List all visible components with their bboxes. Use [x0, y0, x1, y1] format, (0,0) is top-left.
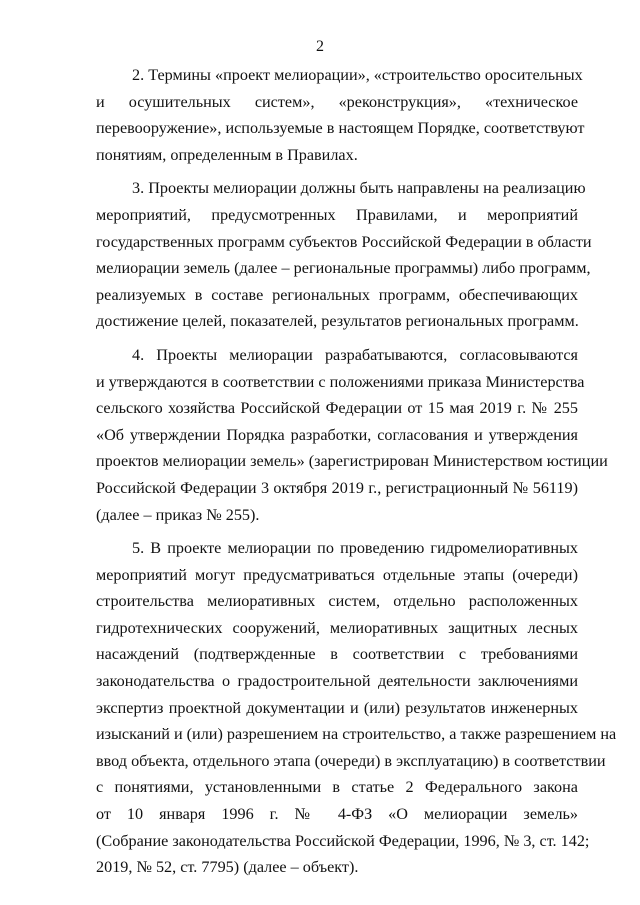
paragraph-3-projects-direction — [96, 175, 592, 335]
text-line: 5. В проекте мелиорации по проведению гидромелиоративных — [132, 539, 578, 558]
text-line: строительства мелиоративных систем, отдельно расположенных — [96, 592, 578, 611]
text-line: мероприятий, предусмотренных Правилами, и мероприятий — [96, 205, 578, 224]
text-line: понятиям, определенным в Правилах. — [96, 145, 358, 164]
text-line: 2. Термины «проект мелиорации», «строительство оросительных — [132, 66, 583, 84]
text-line: 2019, № 52, ст. 7795) (далее – объект). — [96, 858, 359, 877]
paragraph-4-development — [96, 342, 608, 528]
text-line: изысканий и (или) разрешением на строительство, а также разрешением на — [96, 725, 617, 744]
text-line: перевооружение», используемые в настоящем Порядке, соответствуют — [96, 119, 585, 138]
text-line: насаждений (подтвержденные в соответствии с требованиями — [96, 645, 578, 664]
text-line: мелиорации земель (далее – региональные программы) либо программ, — [96, 259, 591, 278]
paragraph-2-terms — [96, 62, 585, 168]
text-line: проектов мелиорации земель» (зарегистрирован Министерством юстиции — [96, 452, 608, 471]
text-line: от 10 января 1996 г. № 4-ФЗ «О мелиорации земель» — [96, 805, 578, 824]
text-line: (Собрание законодательства Российской Федерации, 1996, № 3, ст. 142; — [96, 831, 590, 850]
page-number: 2 — [316, 38, 324, 55]
text-line: и осушительных систем», «реконструкция», «техническое — [96, 92, 578, 111]
text-line: «Об утверждении Порядка разработки, согласования и утверждения — [96, 425, 578, 444]
text-line: экспертиз проектной документации и (или) результатов инженерных — [96, 698, 578, 717]
text-line: сельского хозяйства Российской Федерации от 15 мая 2019 г. № 255 — [96, 399, 578, 418]
text-line: Российской Федерации 3 октября 2019 г., регистрационный № 56119) — [96, 478, 578, 497]
text-line: государственных программ субъектов Российской Федерации в области — [96, 232, 592, 251]
document-body — [96, 62, 617, 888]
text-line: с понятиями, установленными в статье 2 Федерального закона — [96, 778, 578, 797]
text-line: гидротехнических сооружений, мелиоративных защитных лесных — [96, 618, 578, 637]
text-line: реализуемых в составе региональных программ, обеспечивающих — [96, 285, 578, 304]
text-line: 3. Проекты мелиорации должны быть направлены на реализацию — [132, 179, 586, 198]
text-line: достижение целей, показателей, результатов региональных программ. — [96, 312, 579, 331]
paragraph-5-stages — [96, 535, 617, 881]
text-line: 4. Проекты мелиорации разрабатываются, согласовываются — [132, 345, 578, 364]
text-line: и утверждаются в соответствии с положениями приказа Министерства — [96, 372, 585, 391]
text-line: (далее – приказ № 255). — [96, 505, 260, 524]
text-line: ввод объекта, отдельного этапа (очереди) в эксплуатацию) в соответствии — [96, 751, 606, 770]
text-line: мероприятий могут предусматриваться отдельные этапы (очереди) — [96, 565, 578, 584]
text-line: законодательства о градостроительной деятельности заключениями — [96, 672, 578, 691]
